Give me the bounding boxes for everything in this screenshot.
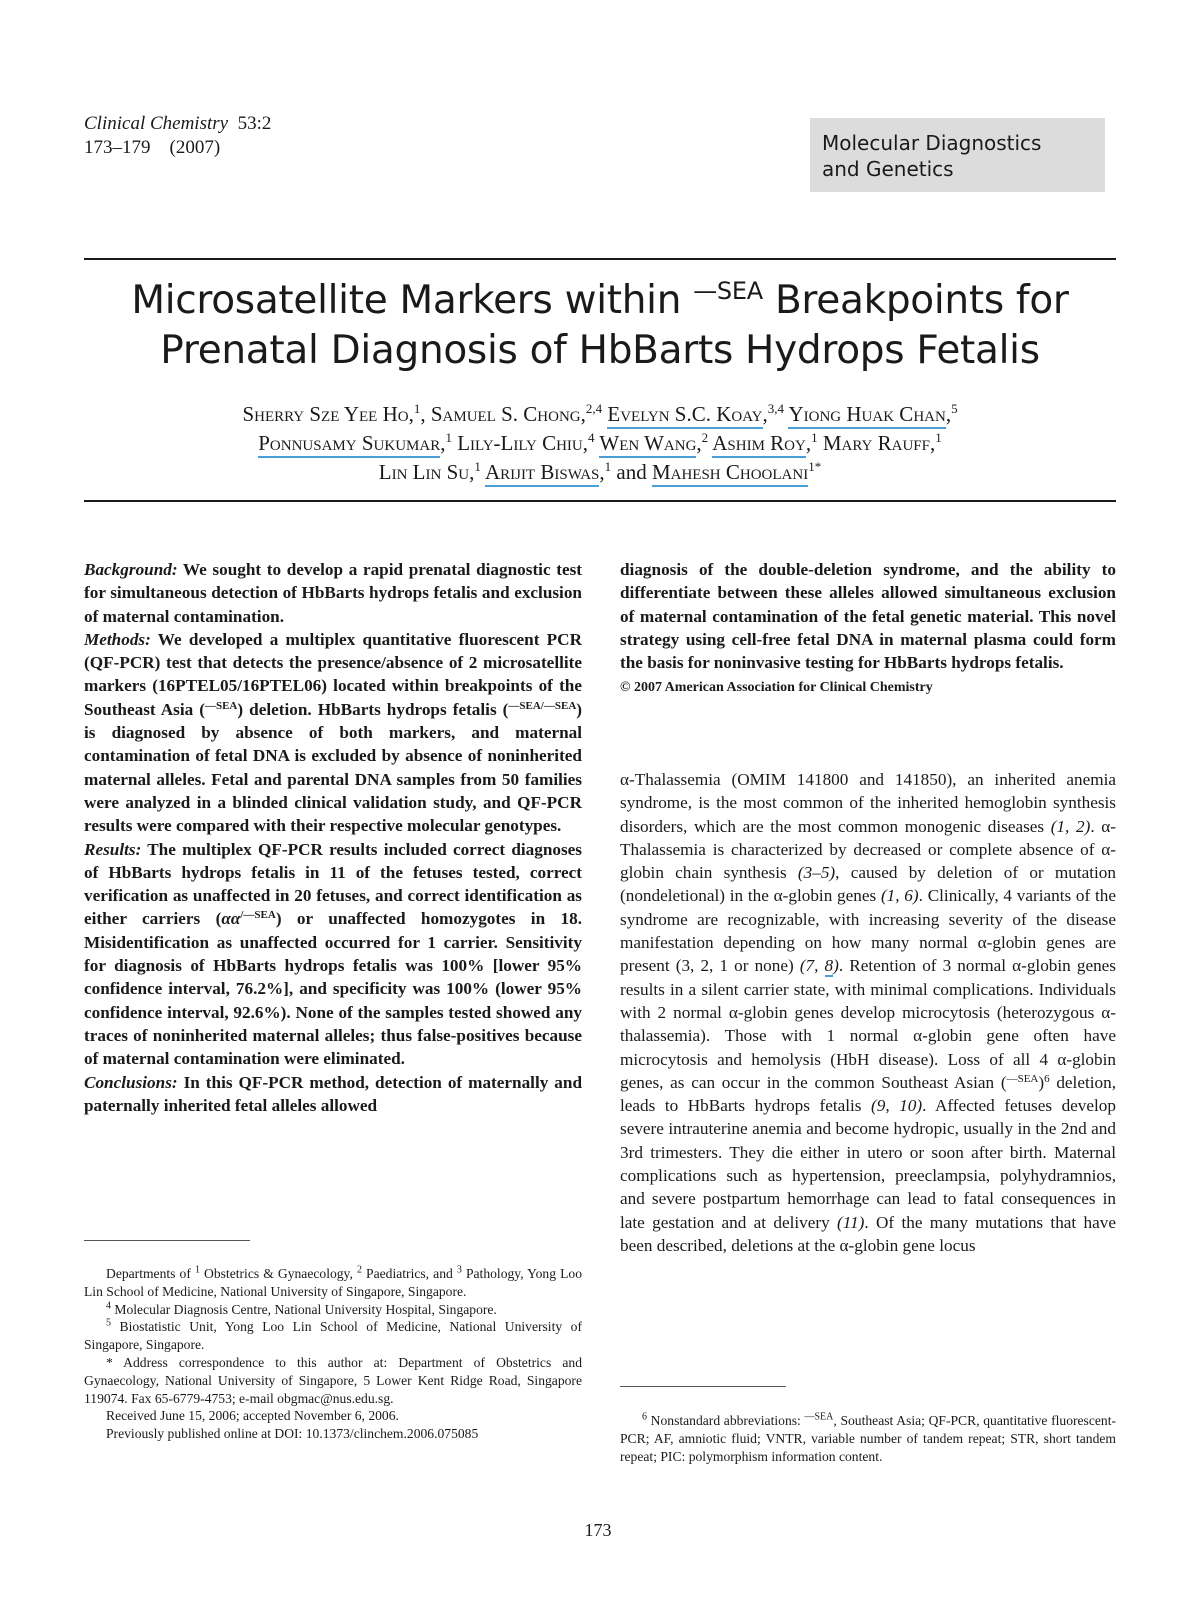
abbreviations-footnote: $^6$ Nonstandard abbreviations: $^{—SEA}$, Southeast Asia; QF-PCR, quantitative fluorescent-PCR; AF, amniotic fluid; VNTR, variable number of tandem repeat; STR, short tandem repeat; PIC: polymorphism information content.: [620, 1411, 1117, 1464]
affiliation-footnotes: [84, 1265, 582, 1443]
citation-link[interactable]: (3–5): [797, 863, 836, 883]
journal-volume: 53:2: [237, 113, 272, 134]
citation-link[interactable]: (9, 10): [871, 1096, 923, 1116]
body-paragraph: α-Thalassemia (OMIM 141800 and 141850), an inherited anemia syndrome, is the most common of the inherited hemoglobin synthesis disorders, which are the most common monogenic diseases (1, 2). α-Thalassemia is characterized by decreased or complete absence of α-globin chain synthesis (3–5), caused by deletion of or mutation (nondeletional) in the α-globin genes (1, 6). Clinically, 4 variants of the syndrome are recognizable, with increasing severity of the disease manifestation depending on how many normal α-globin genes are present (3, 2, 1 or none) (7, 8). Retention of 3 normal α-globin genes results in a silent carrier state, with minimal complications. Individuals with 2 normal α-globin genes develop microcytosis (heterozygous α-thalassemia). Those with 1 normal α-globin gene often have microcytosis and hemolysis (HbH disease). Loss of all 4 α-globin genes, as can occur in the common Southeast Asian $(^{—SEA})^6$ deletion, leads to HbBarts hydrops fetalis (9, 10). Affected fetuses develop severe intrauterine anemia and become hydropic, usually in the 2nd and 3rd trimesters. They die either in utero or soon after birth. Maternal complications such as hypertension, preeclampsia, polyhydramnios, and severe postpartum hemorrhage can lead to fatal consequences in late gestation and at delivery (11). Of the many mutations that have been described, deletions at the α-globin gene locus: [620, 770, 1117, 1255]
author-affiliation: 1: [445, 430, 452, 445]
section-line-1: Molecular Diagnostics: [822, 131, 1042, 155]
footnote-departments: Departments of $^1$ Obstetrics & Gynaecology, $^2$ Paediatrics, and $^3$ Pathology, Yong Loo Lin School of Medicine, National University of Singapore, Singapore.: [84, 1264, 582, 1299]
title-superscript: —SEA: [693, 277, 763, 305]
section-label: [810, 118, 1105, 192]
author-affiliation: 3,4: [767, 401, 784, 416]
abstract-conclusions: Conclusions: In this QF-PCR method, detection of maternally and paternally inherited fetal alleles allowed: [84, 1072, 582, 1115]
citation-link[interactable]: (1, 6): [880, 886, 919, 906]
footnote-biostat: $^5$ Biostatistic Unit, Yong Loo Lin School of Medicine, National University of Singapore, Singapore.: [84, 1317, 582, 1353]
author-link[interactable]: Ponnusamy Sukumar: [258, 431, 440, 458]
footnote-mdc: $^4$ Molecular Diagnosis Centre, National University Hospital, Singapore.: [106, 1300, 497, 1317]
author-link[interactable]: Evelyn S.C. Koay: [607, 402, 762, 429]
title-part-1: Microsatellite Markers within: [131, 278, 694, 323]
author-name: Samuel S. Chong: [430, 402, 581, 426]
citation-link[interactable]: (1, 2): [1050, 816, 1091, 836]
authors-bottom-rule: [84, 500, 1116, 502]
footnote-received: Received June 15, 2006; accepted November 6, 2006.: [106, 1408, 399, 1424]
article-title: [84, 276, 1116, 376]
footnote-rule-left: [84, 1240, 250, 1241]
author-affiliation: 2,4: [585, 401, 603, 416]
citation-link[interactable]: (11): [837, 1212, 865, 1232]
author-name: Lily-Lily Chiu: [457, 431, 583, 455]
journal-pages: 173–179: [84, 137, 151, 158]
author-affiliation: 1: [604, 459, 612, 474]
abstract-right-column: [620, 558, 1116, 698]
author-list: Sherry Sze Yee Ho,$^1$, Samuel S. Chong,$^{2,4}$ Evelyn S.C. Koay,$^{3,4}$ Yiong Huak Chan,$^5$ Ponnusamy Sukumar,$^1$ Lily-Lily Chiu,$^4$ Wen Wang,$^2$ Ashim Roy,$^1$ Mary Rauff,$^1$ Lin Lin Su,$^1$ Arijit Biswas,$^1$ and Mahesh Choolani$^{1*}$: [84, 400, 1116, 487]
page-number: 173: [584, 1520, 612, 1540]
title-part-2: Breakpoints for: [762, 278, 1069, 323]
abstract-results: Results: The multiplex QF-PCR results included correct diagnoses of HbBarts hydrops fetalis in 11 of the fetuses tested, correct verification as unaffected in 20 fetuses, and correct identification as either carriers $(\alpha\alpha^{/—SEA})$ or unaffected homozygotes in 18. Misidentification as unaffected occurred for 1 carrier. Sensitivity for diagnosis of HbBarts hydrops fetalis was 100% [lower 95% confidence interval, 76.2%], and specificity was 100% (lower 95% confidence interval, 92.6%). None of the samples tested showed any traces of noninherited maternal alleles; thus false-positives because of maternal contamination were eliminated.: [84, 839, 582, 1069]
author-affiliation: 1: [413, 401, 421, 416]
journal-citation: [84, 112, 271, 160]
author-link[interactable]: Yiong Huak Chan: [788, 402, 945, 429]
author-affiliation: 5: [951, 401, 958, 416]
author-name: Mary Rauff: [822, 431, 930, 455]
top-rule: [84, 258, 1116, 260]
footnote-rule-right: [620, 1386, 786, 1387]
citation-link[interactable]: 8: [824, 956, 834, 976]
title-line-2: Prenatal Diagnosis of HbBarts Hydrops Fetalis: [160, 328, 1040, 373]
journal-name: Clinical Chemistry: [84, 113, 229, 134]
citation-link[interactable]: (7,: [799, 956, 825, 976]
author-link[interactable]: Mahesh Choolani: [652, 460, 808, 487]
abstract-background: Background: We sought to develop a rapid prenatal diagnostic test for simultaneous detection of HbBarts hydrops fetalis and exclusion of maternal contamination.: [84, 560, 582, 626]
author-affiliation: 1: [811, 430, 818, 445]
author-affiliation: 2: [701, 430, 709, 445]
author-link[interactable]: Wen Wang: [599, 431, 696, 458]
author-link[interactable]: Arijit Biswas: [485, 460, 599, 487]
author-affiliation: 1: [935, 430, 942, 445]
author-name: Lin Lin Su: [378, 460, 470, 484]
author-name: Sherry Sze Yee Ho: [242, 402, 409, 426]
abstract-left-column: [84, 558, 582, 1117]
journal-year: (2007): [169, 137, 221, 158]
footnote-ref[interactable]: 6: [1044, 1072, 1050, 1085]
abstract-methods: Methods: We developed a multiplex quantitative fluorescent PCR (QF-PCR) test that detects the presence/absence of 2 microsatellite markers (16PTEL05/16PTEL06) located within breakpoints of the Southeast Asia ($^{—SEA}$) deletion. HbBarts hydrops fetalis ($^{—SEA/—SEA}$) is diagnosed by absence of both markers, and maternal contamination of fetal DNA is excluded by absence of noninherited maternal alleles. Fetal and parental DNA samples from 50 families were analyzed in a blinded clinical validation study, and QF-PCR results were compared with their respective molecular genotypes.: [84, 629, 582, 836]
author-affiliation: 1: [474, 459, 481, 474]
copyright: © 2007 American Association for Clinical Chemistry: [620, 680, 933, 696]
and-word: and: [616, 460, 647, 484]
abstract-conclusions-cont: diagnosis of the double-deletion syndrome, and the ability to differentiate between these alleles allowed simultaneous exclusion of maternal contamination of the fetal genetic material. This novel strategy using cell-free fetal DNA in maternal plasma could form the basis for noninvasive testing for HbBarts hydrops fetalis.: [620, 560, 1116, 673]
footnote-doi: Previously published online at DOI: 10.1373/clinchem.2006.075085: [106, 1426, 479, 1442]
author-affiliation: 1*: [808, 459, 822, 474]
section-line-2: and Genetics: [822, 157, 954, 181]
author-affiliation: 4: [588, 430, 595, 445]
footnote-correspondence: * Address correspondence to this author at: Department of Obstetrics and Gynaecology, National University of Singapore, 5 Lower Kent Ridge Road, Singapore 119074. Fax 65-6779-4753; e-mail obgmac@nus.edu.sg.: [84, 1354, 582, 1406]
body-text: [620, 768, 1116, 1257]
author-link[interactable]: Ashim Roy: [712, 431, 806, 458]
